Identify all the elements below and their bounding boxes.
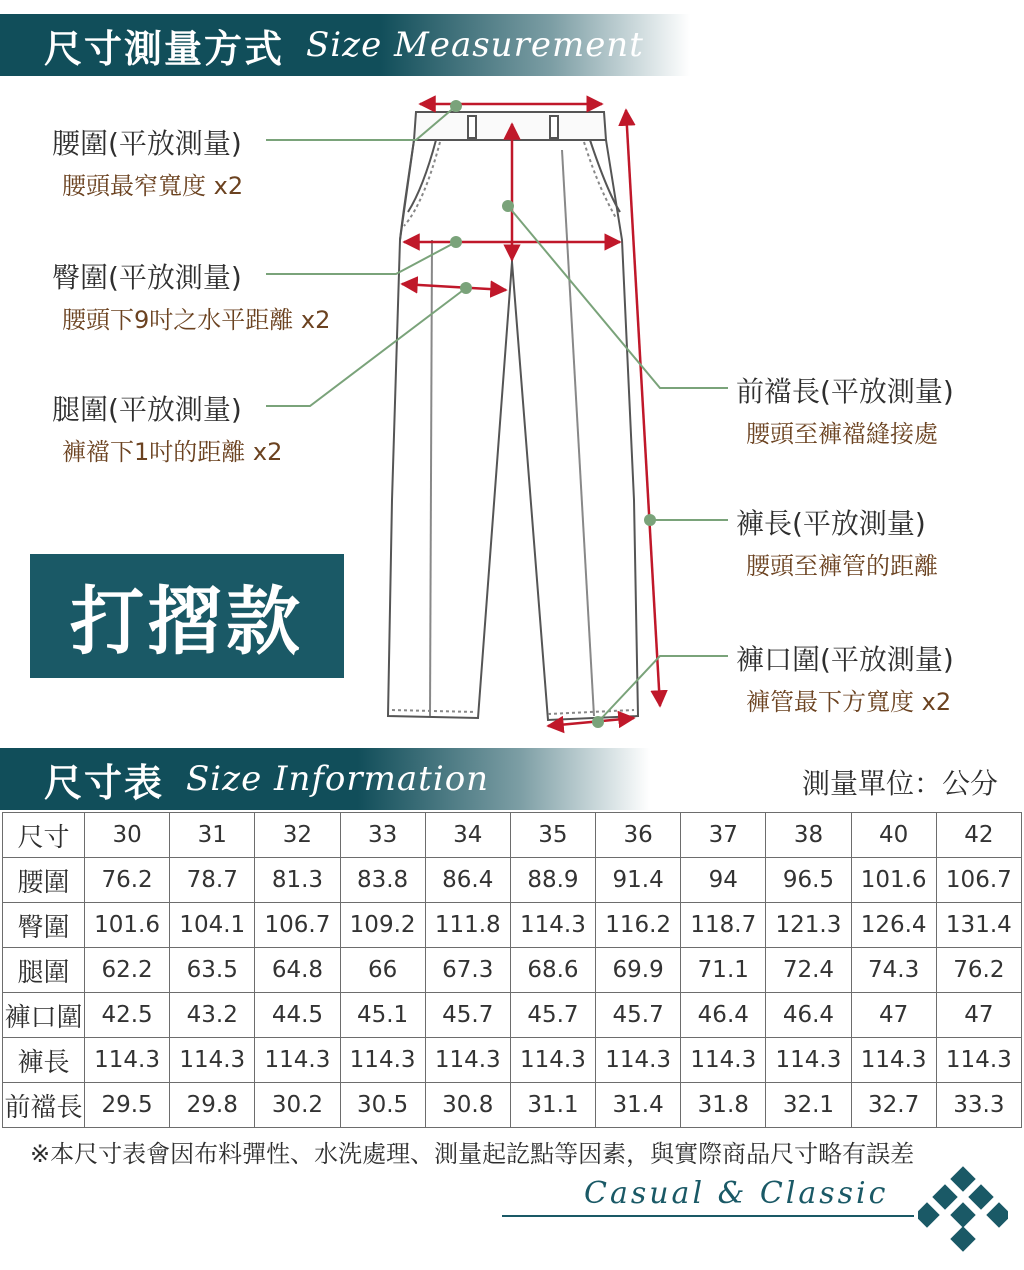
value-cell: 31.8 [681,1083,766,1128]
value-cell: 114.3 [85,1038,170,1083]
value-cell: 91.4 [596,858,681,903]
length-label [736,502,938,581]
thigh-title: 腿圍(平放測量) [52,393,242,426]
value-cell: 104.1 [170,903,255,948]
waist-label [52,122,243,201]
value-cell: 32.7 [851,1083,936,1128]
brand-underline [502,1215,914,1217]
hip-desc: 腰頭下9吋之水平距離 x2 [62,306,331,334]
length-title: 褲長(平放測量) [736,507,926,540]
row-header-cell: 前襠長 [3,1083,85,1128]
value-cell: 81.3 [255,858,340,903]
thigh-label [52,388,282,467]
row-header-cell: 腰圍 [3,858,85,903]
value-cell: 114.3 [255,1038,340,1083]
table-row [3,1083,1022,1128]
waist-title: 腰圍(平放測量) [52,127,242,160]
value-cell: 44.5 [255,993,340,1038]
value-cell: 64.8 [255,948,340,993]
value-cell: 114.3 [936,1038,1021,1083]
size-cell: 36 [596,813,681,858]
value-cell: 42.5 [85,993,170,1038]
value-cell: 29.8 [170,1083,255,1128]
value-cell: 29.5 [85,1083,170,1128]
value-cell: 31.4 [596,1083,681,1128]
value-cell: 45.7 [596,993,681,1038]
value-cell: 94 [681,858,766,903]
size-measurement-banner [0,14,690,76]
value-cell: 74.3 [851,948,936,993]
measurement-title-en: Size Measurement [306,25,644,65]
size-cell: 35 [510,813,595,858]
hem-desc: 褲管最下方寬度 x2 [746,688,952,716]
value-cell: 30.5 [340,1083,425,1128]
hem-label [736,638,954,717]
value-cell: 114.3 [851,1038,936,1083]
leader-dots [450,100,656,728]
value-cell: 45.1 [340,993,425,1038]
value-cell: 62.2 [85,948,170,993]
value-cell: 76.2 [936,948,1021,993]
value-cell: 67.3 [425,948,510,993]
value-cell: 114.3 [425,1038,510,1083]
value-cell: 71.1 [681,948,766,993]
size-cell: 42 [936,813,1021,858]
size-cell: 30 [85,813,170,858]
value-cell: 121.3 [766,903,851,948]
hip-label [52,256,330,335]
pants-outline [388,112,638,720]
footnote: ※本尺寸表會因布料彈性、水洗處理、測量起訖點等因素，與實際商品尺寸略有誤差 [30,1140,915,1168]
row-header-cell: 褲長 [3,1038,85,1083]
size-table-title-en: Size Information [186,759,490,799]
diamond-logo-icon [918,1166,1008,1256]
value-cell: 83.8 [340,858,425,903]
value-cell: 78.7 [170,858,255,903]
size-cell: 34 [425,813,510,858]
value-cell: 111.8 [425,903,510,948]
size-table-body [3,813,1022,1128]
value-cell: 114.3 [681,1038,766,1083]
rise-title: 前襠長(平放測量) [736,375,954,408]
row-header-cell: 褲口圍 [3,993,85,1038]
value-cell: 101.6 [851,858,936,903]
value-cell: 30.8 [425,1083,510,1128]
value-cell: 114.3 [510,1038,595,1083]
size-cell: 31 [170,813,255,858]
value-cell: 47 [851,993,936,1038]
rise-desc: 腰頭至褲襠縫接處 [746,420,938,448]
value-cell: 45.7 [510,993,595,1038]
size-table [2,812,1022,1128]
value-cell: 31.1 [510,1083,595,1128]
measurement-title-zh: 尺寸測量方式 [44,26,285,71]
row-header-cell: 臀圍 [3,903,85,948]
value-cell: 63.5 [170,948,255,993]
rise-label [736,370,954,449]
table-row [3,993,1022,1038]
value-cell: 76.2 [85,858,170,903]
value-cell: 106.7 [936,858,1021,903]
length-desc: 腰頭至褲管的距離 [746,552,938,580]
value-cell: 114.3 [170,1038,255,1083]
value-cell: 32.1 [766,1083,851,1128]
waist-desc: 腰頭最窄寬度 x2 [62,172,244,200]
value-cell: 126.4 [851,903,936,948]
value-cell: 43.2 [170,993,255,1038]
value-cell: 33.3 [936,1083,1021,1128]
value-cell: 106.7 [255,903,340,948]
value-cell: 86.4 [425,858,510,903]
unit-note: 測量單位：公分 [801,767,998,800]
table-row [3,858,1022,903]
hem-title: 褲口圍(平放測量) [736,643,954,676]
size-cell: 38 [766,813,851,858]
size-table-title-zh: 尺寸表 [44,760,165,805]
value-cell: 30.2 [255,1083,340,1128]
value-cell: 66 [340,948,425,993]
size-cell: 32 [255,813,340,858]
value-cell: 131.4 [936,903,1021,948]
measurement-arrows [402,104,660,726]
value-cell: 88.9 [510,858,595,903]
value-cell: 46.4 [766,993,851,1038]
hip-title: 臀圍(平放測量) [52,261,242,294]
pleated-style-badge: 打摺款 [30,554,344,678]
value-cell: 114.3 [766,1038,851,1083]
value-cell: 114.3 [340,1038,425,1083]
value-cell: 116.2 [596,903,681,948]
size-information-banner [0,748,650,810]
size-header-row [3,813,1022,858]
value-cell: 72.4 [766,948,851,993]
size-cell: 37 [681,813,766,858]
value-cell: 96.5 [766,858,851,903]
value-cell: 69.9 [596,948,681,993]
table-row [3,903,1022,948]
value-cell: 118.7 [681,903,766,948]
value-cell: 109.2 [340,903,425,948]
row-header-cell: 腿圍 [3,948,85,993]
value-cell: 46.4 [681,993,766,1038]
value-cell: 45.7 [425,993,510,1038]
value-cell: 68.6 [510,948,595,993]
table-row [3,1038,1022,1083]
table-row [3,948,1022,993]
brand-signature: Casual & Classic [584,1176,889,1211]
thigh-desc: 褲襠下1吋的距離 x2 [62,438,283,466]
value-cell: 114.3 [596,1038,681,1083]
row-header-cell: 尺寸 [3,813,85,858]
value-cell: 101.6 [85,903,170,948]
size-cell: 40 [851,813,936,858]
value-cell: 114.3 [510,903,595,948]
size-cell: 33 [340,813,425,858]
value-cell: 47 [936,993,1021,1038]
